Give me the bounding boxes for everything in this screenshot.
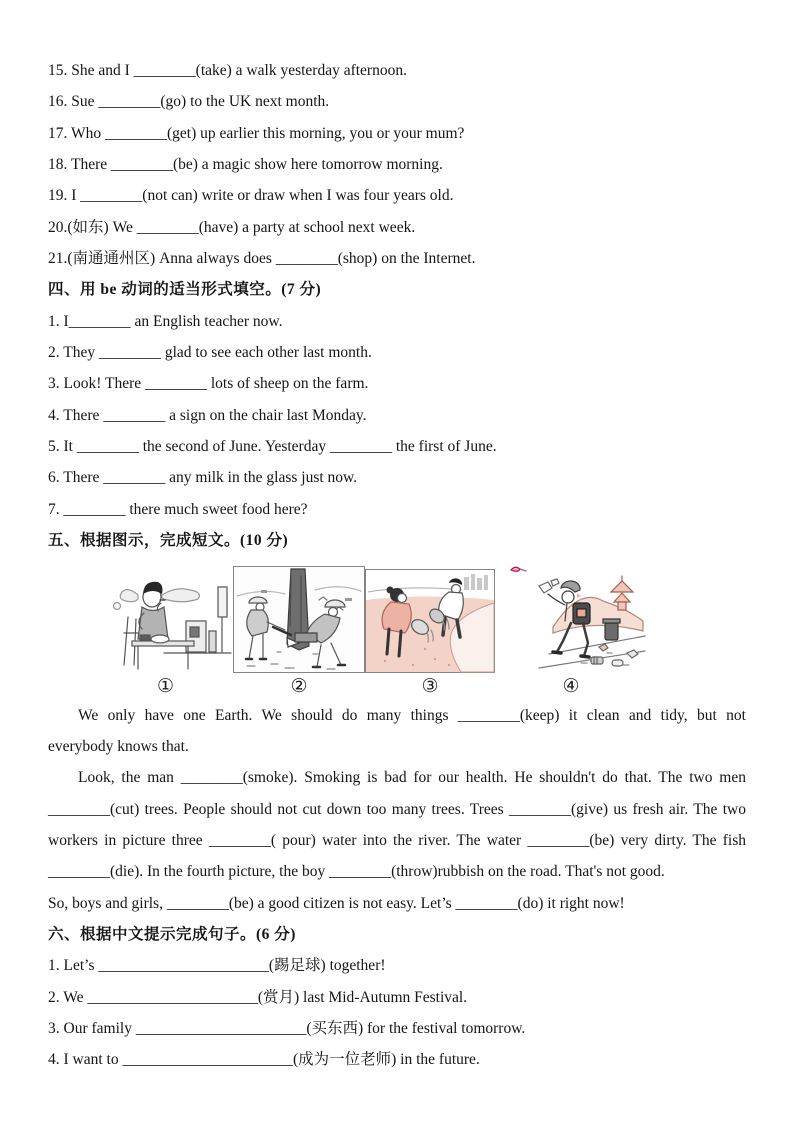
passage-line-3: Look, the man ________(smoke). Smoking is bad for our health. He shouldn't do that. The two men <box>78 769 746 787</box>
picture-4-number: ④ <box>562 675 580 697</box>
passage-line-4: ________(cut) trees. People should not cut down too many trees. Trees ________(give) us fresh air. The two <box>48 800 746 818</box>
be-question-6: 6. There ________ any milk in the glass just now. <box>48 469 358 487</box>
section-four-heading: 四、用 be 动词的适当形式填空。(7 分) <box>48 281 322 299</box>
picture-littering-boy <box>495 561 647 700</box>
question-15: 15. She and I ________(take) a walk yesterday afternoon. <box>48 62 407 79</box>
water-pouring-illustration <box>365 569 495 673</box>
tree-cutting-illustration <box>233 566 365 673</box>
be-question-3: 3. Look! There ________ lots of sheep on the farm. <box>48 375 369 393</box>
question-18: 18. There ________(be) a magic show here tomorrow morning. <box>48 156 443 174</box>
hint-question-4: 4. I want to ______________________(成为一位老师) in the future. <box>48 1051 480 1069</box>
picture-smoking-man <box>98 573 233 700</box>
be-question-4: 4. There ________ a sign on the chair last Monday. <box>48 406 367 424</box>
hint-question-2: 2. We ______________________(赏月) last Mid-Autumn Festival. <box>48 988 468 1006</box>
passage-line-1: We only have one Earth. We should do many things ________(keep) it clean and tidy, but not <box>78 706 746 724</box>
smoking-man-illustration <box>98 573 233 673</box>
be-question-1: 1. I________ an English teacher now. <box>48 312 283 330</box>
question-16: 16. Sue ________(go) to the UK next month. <box>48 93 330 111</box>
hint-question-3: 3. Our family ______________________(买东西) for the festival tomorrow. <box>48 1019 526 1037</box>
picture-strip <box>48 557 746 700</box>
passage-line-7: So, boys and girls, ________(be) a good citizen is not easy. Let’s ________(do) it right now! <box>48 894 625 912</box>
be-question-2: 2. They ________ glad to see each other last month. <box>48 344 372 362</box>
passage-line-5: workers in picture three ________( pour) water into the river. The water ________(be) very dirty. The fish <box>48 831 746 849</box>
be-question-5: 5. It ________ the second of June. Yesterday ________ the first of June. <box>48 438 497 456</box>
picture-2-number: ② <box>290 675 308 697</box>
be-question-7: 7. ________ there much sweet food here? <box>48 500 308 518</box>
picture-1-number: ① <box>156 675 175 697</box>
hint-question-1: 1. Let’s ______________________(踢足球) together! <box>48 957 386 975</box>
littering-boy-illustration <box>495 561 647 673</box>
question-19: 19. I ________(not can) write or draw when I was four years old. <box>48 187 454 205</box>
picture-tree-cutting <box>233 566 365 700</box>
passage-line-2: everybody knows that. <box>48 737 189 755</box>
picture-3-number: ③ <box>421 675 439 697</box>
question-17: 17. Who ________(get) up earlier this morning, you or your mum? <box>48 124 465 142</box>
section-six-heading: 六、根据中文提示完成句子。(6 分) <box>48 925 296 943</box>
question-20: 20.(如东) We ________(have) a party at school next week. <box>48 218 416 236</box>
passage-line-6: ________(die). In the fourth picture, the boy ________(throw)rubbish on the road. That's not good. <box>48 863 665 881</box>
section-five-heading: 五、根据图示，完成短文。(10 分) <box>48 532 289 550</box>
picture-water-pouring <box>365 569 495 700</box>
question-21: 21.(南通通州区) Anna always does ________(shop) on the Internet. <box>48 250 476 268</box>
